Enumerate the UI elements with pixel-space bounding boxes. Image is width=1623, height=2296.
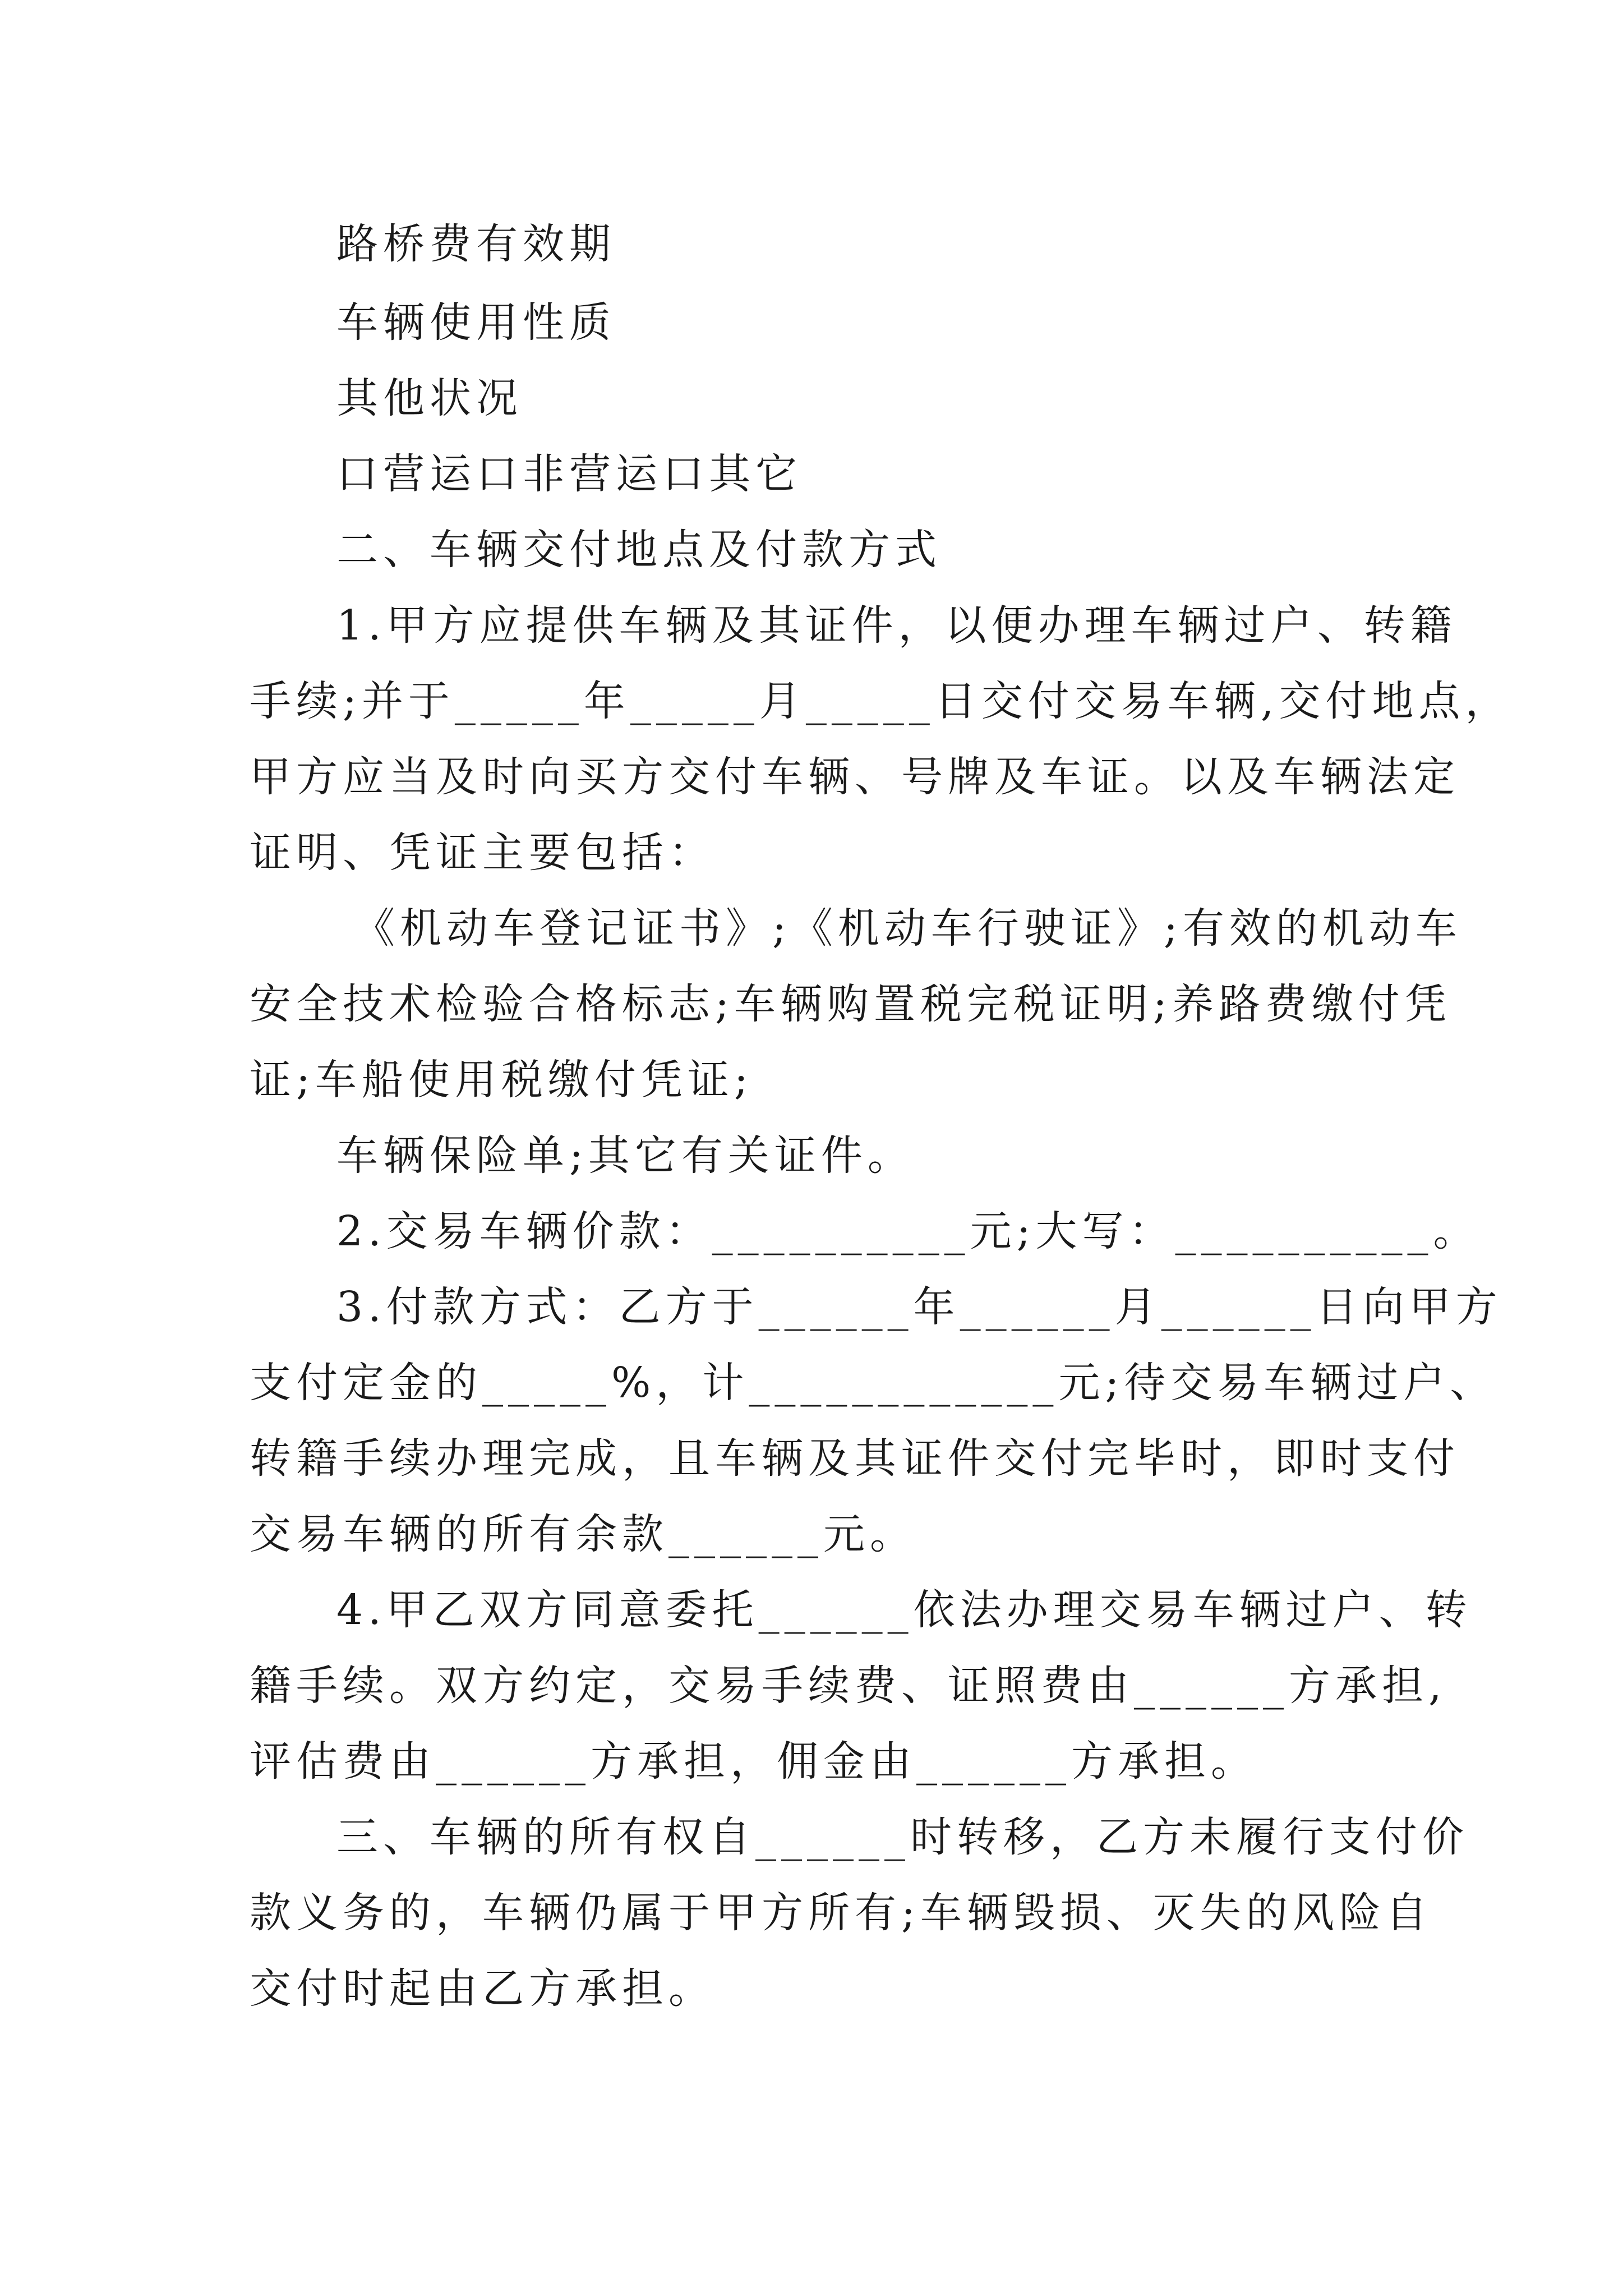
section-heading-delivery-payment: 二、车辆交付地点及付款方式 (336, 526, 942, 574)
paragraph-1-line-2: 手续;并于_____年_____月_____日交付交易车辆,交付地点， (250, 677, 1512, 725)
text-line-other-status: 其他状况 (336, 374, 523, 422)
documents-list-line-1: 《机动车登记证书》;《机动车行驶证》;有效的机动车 (353, 904, 1462, 953)
text-line-operation-options: 口营运口非营运口其它 (336, 450, 802, 498)
paragraph-1-line-4: 证明、凭证主要包括： (250, 829, 715, 877)
paragraph-1-line-3: 甲方应当及时向买方交付车辆、号牌及车证。以及车辆法定 (250, 753, 1460, 801)
paragraph-1-line-1: 1.甲方应提供车辆及其证件，以便办理车辆过户、转籍 (336, 601, 1457, 650)
section-3-line-1: 三、车辆的所有权自______时转移，乙方未履行支付价 (336, 1813, 1469, 1861)
documents-list-line-4: 车辆保险单;其它有关证件。 (336, 1131, 914, 1180)
text-line-vehicle-use-nature: 车辆使用性质 (336, 298, 616, 347)
paragraph-4-line-1: 4.甲乙双方同意委托______依法办理交易车辆过户、转 (336, 1586, 1472, 1634)
section-3-line-2: 款义务的，车辆仍属于甲方所有;车辆毁损、灭失的风险自 (250, 1889, 1432, 1937)
section-3-line-3: 交付时起由乙方承担。 (250, 1964, 715, 2013)
documents-list-line-3: 证;车船使用税缴付凭证; (250, 1056, 753, 1104)
text-line-road-toll-validity: 路桥费有效期 (336, 220, 616, 268)
paragraph-3-line-2: 支付定金的_____%，计____________元;待交易车辆过户、 (250, 1359, 1497, 1407)
paragraph-3-line-4: 交易车辆的所有余款______元。 (250, 1510, 916, 1558)
paragraph-2-price: 2.交易车辆价款：__________元;大写：__________。 (336, 1207, 1480, 1255)
paragraph-3-line-3: 转籍手续办理完成，且车辆及其证件交付完毕时，即时支付 (250, 1434, 1460, 1483)
paragraph-3-line-1: 3.付款方式：乙方于______年______月______日向甲方 (336, 1283, 1502, 1331)
documents-list-line-2: 安全技术检验合格标志;车辆购置税完税证明;养路费缴付凭 (250, 980, 1451, 1028)
paragraph-4-line-3: 评估费由______方承担，佣金由______方承担。 (250, 1737, 1257, 1786)
paragraph-4-line-2: 籍手续。双方约定，交易手续费、证照费由______方承担, (250, 1662, 1447, 1710)
